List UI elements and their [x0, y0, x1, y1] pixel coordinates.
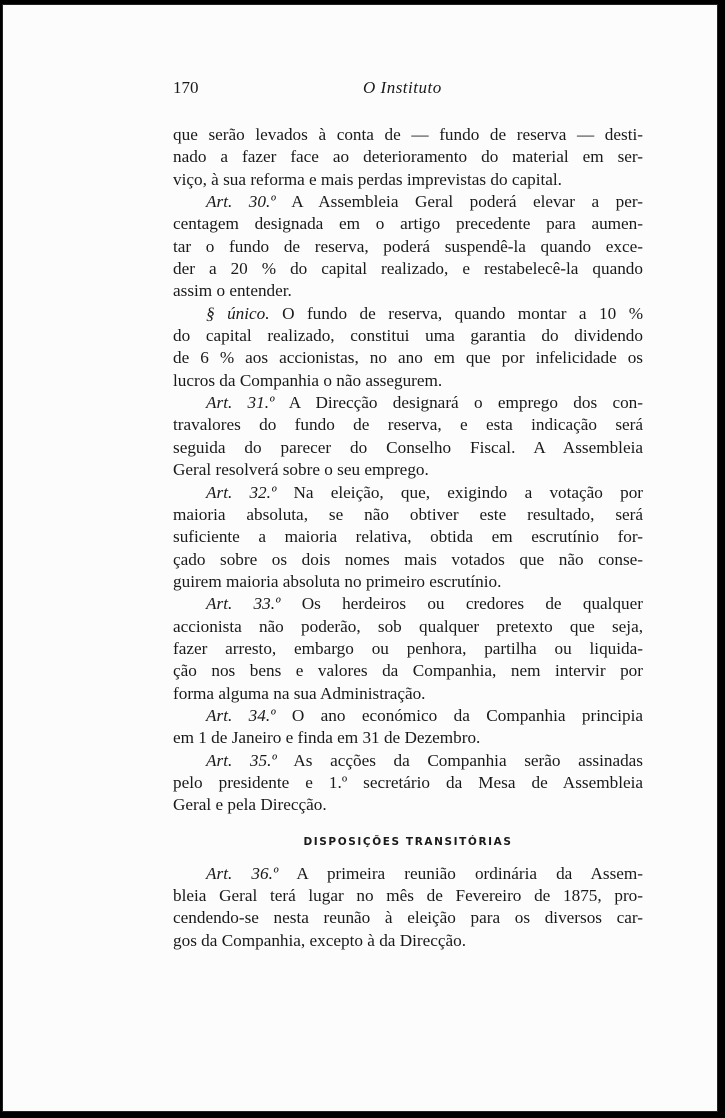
line-text: guirem maioria absoluta no primeiro escrutínio.: [173, 571, 502, 591]
text-line: [173, 705, 643, 727]
text-line: [173, 504, 643, 526]
text-line: [173, 750, 643, 772]
line-text: O fundo de reserva, quando montar a 10 %: [282, 303, 644, 323]
line-text: pelo presidente e 1.º secretário da Mesa de Assembleia: [173, 772, 643, 792]
text-line: [173, 549, 643, 571]
text-line: [173, 280, 643, 302]
article-label: Art. 31.º: [206, 393, 275, 413]
line-text: fazer arresto, embargo ou penhora, partilha ou liquida-: [173, 638, 643, 658]
article-paragraph: [173, 482, 643, 594]
article-label: Art. 33.º: [206, 594, 281, 614]
line-text: A Assembleia Geral poderá elevar a per-: [291, 192, 643, 212]
line-text: seguida do parecer do Conselho Fiscal. A Assembleia: [173, 437, 643, 457]
article-label: Art. 34.º: [206, 705, 276, 725]
text-line: [173, 482, 643, 504]
page-number: 170: [173, 78, 199, 97]
article-paragraph: [173, 750, 643, 817]
article-paragraph: [173, 392, 643, 481]
body-text: [173, 124, 643, 952]
line-text: çado sobre os dois nomes mais votados que não conse-: [173, 549, 643, 569]
text-line: [173, 616, 643, 638]
line-text: Na eleição, que, exigindo a votação por: [293, 482, 644, 502]
line-text: do capital realizado, constitui uma garantia do dividendo: [173, 326, 643, 346]
article-paragraph: [173, 303, 643, 392]
text-line: [173, 392, 643, 414]
section-heading: DISPOSIÇÕES TRANSITÓRIAS: [303, 835, 513, 848]
text-line: [173, 638, 643, 660]
line-text: maioria absoluta, se não obtiver este resultado, será: [173, 504, 643, 524]
text-line: [173, 593, 643, 615]
line-text: Geral resolverá sobre o seu emprego.: [173, 460, 429, 480]
text-line: [173, 370, 643, 392]
text-line: [173, 571, 643, 593]
text-line: [173, 236, 643, 258]
text-line: [173, 303, 643, 325]
article-label: Art. 36.º: [206, 863, 279, 883]
line-text: O ano económico da Companhia principia: [291, 705, 643, 725]
line-text: cendendo-se nesta reunão à eleição para os diversos car-: [173, 908, 643, 928]
text-line: [173, 169, 643, 191]
text-line: [173, 930, 643, 952]
article-label: Art. 30.º: [206, 192, 276, 212]
article-paragraph: [173, 593, 643, 705]
line-text: gos da Companhia, excepto à da Direcção.: [173, 930, 467, 950]
text-line: [173, 347, 643, 369]
text-line: [173, 526, 643, 548]
line-text: que serão levados à conta de — fundo de reserva — desti-: [173, 125, 643, 144]
text-line: [173, 124, 643, 146]
text-line: [173, 414, 643, 436]
line-text: accionista não poderão, sob qualquer pretexto que seja,: [173, 616, 643, 636]
article-paragraph: [173, 191, 643, 303]
text-line: [173, 258, 643, 280]
text-line: [173, 146, 643, 168]
article-label: Art. 35.º: [206, 750, 277, 770]
article-paragraph: [173, 705, 643, 750]
line-text: centagem designada em o artigo precedente para aumen-: [173, 214, 643, 234]
text-line: [173, 683, 643, 705]
line-text: ção nos bens e valores da Companhia, nem intervir por: [173, 661, 643, 681]
line-text: bleia Geral terá lugar no mês de Fevereiro de 1875, pro-: [173, 886, 643, 905]
text-line: [173, 907, 643, 929]
article-label: § único.: [206, 303, 270, 323]
text-line: [173, 191, 643, 213]
text-line: [173, 459, 643, 481]
line-text: forma alguma na sua Administração.: [173, 683, 426, 703]
line-text: der a 20 % do capital realizado, e restabelecê-la quando: [173, 259, 643, 279]
line-text: assim o entender.: [173, 281, 292, 301]
book-page: [2, 4, 718, 1112]
text-line: [173, 794, 643, 816]
text-line: [173, 660, 643, 682]
line-text: A primeira reunião ordinária da Assem-: [296, 863, 643, 883]
line-text: A Direcção designará o emprego dos con-: [288, 393, 643, 413]
text-line: [173, 885, 643, 907]
line-text: suficiente a maioria relativa, obtida em escrutínio for-: [173, 527, 643, 547]
text-line: [173, 213, 643, 235]
text-line: [173, 325, 643, 347]
paragraph: [173, 124, 643, 191]
line-text: em 1 de Janeiro e finda em 31 de Dezembro.: [173, 728, 481, 748]
text-line: [173, 863, 643, 885]
article-label: Art. 32.º: [206, 482, 277, 502]
line-text: travalores do fundo de reserva, e esta indicação será: [173, 415, 643, 435]
line-text: nado a fazer face ao deterioramento do material em ser-: [173, 147, 643, 167]
page-header: [173, 78, 643, 104]
text-line: [173, 727, 643, 749]
line-text: Os herdeiros ou credores de qualquer: [301, 594, 643, 614]
article-paragraph: [173, 863, 643, 952]
line-text: tar o fundo de reserva, poderá suspendê-la quando exce-: [173, 236, 643, 256]
running-title: O Instituto: [363, 78, 442, 97]
text-line: [173, 772, 643, 794]
line-text: Geral e pela Direcção.: [173, 795, 327, 815]
line-text: viço, à sua reforma e mais perdas imprevistas do capital.: [173, 169, 562, 189]
line-text: lucros da Companhia o não assegurem.: [173, 370, 443, 390]
line-text: As acções da Companhia serão assinadas: [293, 750, 643, 770]
line-text: de 6 % aos accionistas, no ano em que por infelicidade os: [173, 348, 643, 368]
text-line: [173, 437, 643, 459]
